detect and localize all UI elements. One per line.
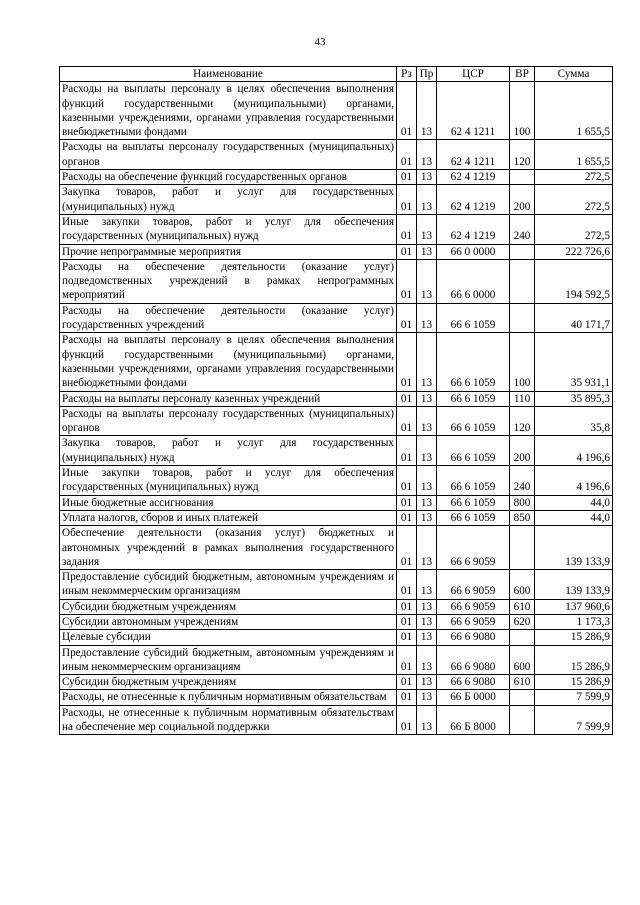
header-rz: Рз [397,67,417,82]
cell-rz: 01 [397,391,417,406]
cell-csr: 62 4 1219 [437,214,510,244]
table-row [60,406,613,436]
cell-sum: 35 895,3 [535,391,613,406]
cell-csr: 66 6 1059 [437,303,510,333]
table-row [60,690,613,705]
cell-csr: 62 4 1211 [437,140,510,170]
cell-name: Субсидии бюджетным учреждениям [60,599,397,614]
cell-name: Расходы на выплаты персоналу в целях обеспечения выполнения функций государственными (муниципальными) органами, казенными учреждениями, органами управления государственными внебюджетными фондами [60,333,397,391]
cell-rz: 01 [397,495,417,510]
cell-vr: 200 [510,185,535,215]
cell-csr: 66 6 1059 [437,333,510,391]
cell-sum: 272,5 [535,214,613,244]
cell-vr: 120 [510,140,535,170]
cell-sum: 1 173,3 [535,614,613,629]
table-row [60,510,613,525]
table-row [60,495,613,510]
cell-csr: 66 6 1059 [437,510,510,525]
cell-vr [510,526,535,570]
cell-name: Расходы на обеспечение функций государственных органов [60,170,397,185]
page-number: 43 [314,36,326,48]
cell-vr: 200 [510,436,535,466]
cell-sum: 272,5 [535,170,613,185]
table-row [60,303,613,333]
cell-pr: 13 [417,599,437,614]
cell-pr: 13 [417,333,437,391]
cell-pr: 13 [417,466,437,496]
cell-name: Расходы на выплаты персоналу государственных (муниципальных) органов [60,406,397,436]
cell-rz: 01 [397,526,417,570]
cell-pr: 13 [417,436,437,466]
cell-pr: 13 [417,675,437,690]
cell-pr: 13 [417,259,437,303]
cell-sum: 35,8 [535,406,613,436]
table-row [60,82,613,140]
cell-rz: 01 [397,675,417,690]
cell-vr: 610 [510,675,535,690]
cell-rz: 01 [397,214,417,244]
cell-vr [510,690,535,705]
cell-pr: 13 [417,690,437,705]
cell-vr: 850 [510,510,535,525]
table-row [60,599,613,614]
cell-pr: 13 [417,170,437,185]
cell-csr: 66 6 0000 [437,259,510,303]
cell-name: Предоставление субсидий бюджетным, автономным учреждениям и иным некоммерческим организациям [60,645,397,675]
cell-csr: 66 6 9080 [437,675,510,690]
cell-name: Расходы, не отнесенные к публичным нормативным обязательствам на обеспечение мер социальной поддержки [60,705,397,735]
cell-name: Иные бюджетные ассигнования [60,495,397,510]
cell-rz: 01 [397,436,417,466]
table-row [60,244,613,259]
cell-rz: 01 [397,140,417,170]
header-sum: Сумма [535,67,613,82]
cell-name: Расходы на выплаты персоналу в целях обеспечения выполнения функций государственными (муниципальными) органами, казенными учреждениями, органами управления государственными внебюджетными фондами [60,82,397,140]
cell-pr: 13 [417,645,437,675]
header-vr: ВР [510,67,535,82]
table-row [60,140,613,170]
cell-vr [510,244,535,259]
cell-csr: 66 6 1059 [437,406,510,436]
cell-vr [510,259,535,303]
cell-sum: 4 196,6 [535,466,613,496]
cell-vr: 120 [510,406,535,436]
cell-sum: 7 599,9 [535,690,613,705]
cell-sum: 44,0 [535,510,613,525]
cell-rz: 01 [397,259,417,303]
cell-pr: 13 [417,185,437,215]
table-row [60,214,613,244]
cell-csr: 66 6 9059 [437,526,510,570]
cell-vr: 600 [510,645,535,675]
table-row [60,645,613,675]
cell-rz: 01 [397,614,417,629]
cell-pr: 13 [417,570,437,600]
cell-pr: 13 [417,526,437,570]
cell-rz: 01 [397,303,417,333]
table-row [60,466,613,496]
header-name: Наименование [60,67,397,82]
cell-sum: 272,5 [535,185,613,215]
cell-name: Расходы на выплаты персоналу государственных (муниципальных) органов [60,140,397,170]
cell-pr: 13 [417,495,437,510]
cell-rz: 01 [397,185,417,215]
cell-csr: 66 6 1059 [437,436,510,466]
cell-csr: 66 6 9080 [437,645,510,675]
cell-name: Прочие непрограммные мероприятия [60,244,397,259]
cell-sum: 137 960,6 [535,599,613,614]
cell-csr: 66 6 9059 [437,599,510,614]
cell-pr: 13 [417,391,437,406]
cell-rz: 01 [397,466,417,496]
cell-pr: 13 [417,214,437,244]
cell-sum: 1 655,5 [535,140,613,170]
cell-rz: 01 [397,570,417,600]
cell-vr: 620 [510,614,535,629]
cell-csr: 66 6 9059 [437,614,510,629]
cell-csr: 62 4 1219 [437,170,510,185]
cell-sum: 35 931,1 [535,333,613,391]
table-header-row [60,67,613,82]
cell-rz: 01 [397,82,417,140]
table-row [60,185,613,215]
cell-name: Уплата налогов, сборов и иных платежей [60,510,397,525]
cell-pr: 13 [417,406,437,436]
cell-name: Расходы, не отнесенные к публичным нормативным обязательствам [60,690,397,705]
cell-vr [510,630,535,645]
cell-name: Обеспечение деятельности (оказания услуг) бюджетных и автономных учреждений в рамках выполнения государственного задания [60,526,397,570]
cell-vr: 800 [510,495,535,510]
cell-name: Предоставление субсидий бюджетным, автономным учреждениям и иным некоммерческим организациям [60,570,397,600]
cell-csr: 66 0 0000 [437,244,510,259]
cell-vr [510,170,535,185]
table-row [60,675,613,690]
cell-csr: 66 6 9059 [437,570,510,600]
cell-rz: 01 [397,630,417,645]
cell-rz: 01 [397,333,417,391]
header-pr: Пр [417,67,437,82]
cell-sum: 7 599,9 [535,705,613,735]
cell-pr: 13 [417,244,437,259]
cell-rz: 01 [397,510,417,525]
cell-vr [510,705,535,735]
cell-rz: 01 [397,599,417,614]
cell-sum: 4 196,6 [535,436,613,466]
cell-pr: 13 [417,303,437,333]
cell-csr: 62 4 1219 [437,185,510,215]
cell-vr: 600 [510,570,535,600]
cell-vr: 110 [510,391,535,406]
cell-pr: 13 [417,140,437,170]
cell-name: Расходы на выплаты персоналу казенных учреждений [60,391,397,406]
cell-vr: 240 [510,466,535,496]
cell-name: Субсидии бюджетным учреждениям [60,675,397,690]
cell-sum: 139 133,9 [535,570,613,600]
cell-csr: 66 6 1059 [437,495,510,510]
cell-rz: 01 [397,705,417,735]
table-row [60,630,613,645]
cell-sum: 15 286,9 [535,630,613,645]
cell-name: Иные закупки товаров, работ и услуг для обеспечения государственных (муниципальных) нужд [60,214,397,244]
cell-pr: 13 [417,614,437,629]
cell-pr: 13 [417,705,437,735]
table-row [60,526,613,570]
budget-table [59,66,613,735]
table-row [60,170,613,185]
cell-rz: 01 [397,406,417,436]
cell-vr: 100 [510,82,535,140]
cell-name: Расходы на обеспечение деятельности (оказание услуг) подведомственных учреждений в рамках непрограммных мероприятий [60,259,397,303]
cell-name: Расходы на обеспечение деятельности (оказание услуг) государственных учреждений [60,303,397,333]
cell-csr: 66 6 1059 [437,466,510,496]
table-row [60,333,613,391]
cell-name: Целевые субсидии [60,630,397,645]
cell-vr: 240 [510,214,535,244]
cell-sum: 40 171,7 [535,303,613,333]
cell-csr: 66 6 9080 [437,630,510,645]
cell-rz: 01 [397,170,417,185]
cell-sum: 139 133,9 [535,526,613,570]
cell-sum: 15 286,9 [535,645,613,675]
cell-csr: 66 6 1059 [437,391,510,406]
table-row [60,259,613,303]
cell-sum: 222 726,6 [535,244,613,259]
cell-pr: 13 [417,630,437,645]
cell-csr: 62 4 1211 [437,82,510,140]
cell-pr: 13 [417,82,437,140]
cell-vr [510,303,535,333]
table-row [60,436,613,466]
cell-vr: 610 [510,599,535,614]
cell-vr: 100 [510,333,535,391]
cell-sum: 44,0 [535,495,613,510]
table-row [60,391,613,406]
cell-csr: 66 Б 8000 [437,705,510,735]
table-row [60,570,613,600]
table-row [60,614,613,629]
cell-sum: 1 655,5 [535,82,613,140]
cell-rz: 01 [397,690,417,705]
cell-rz: 01 [397,244,417,259]
cell-name: Иные закупки товаров, работ и услуг для обеспечения государственных (муниципальных) нужд [60,466,397,496]
cell-name: Закупка товаров, работ и услуг для государственных (муниципальных) нужд [60,185,397,215]
header-csr: ЦСР [437,67,510,82]
cell-rz: 01 [397,645,417,675]
cell-name: Субсидии автономным учреждениям [60,614,397,629]
cell-sum: 194 592,5 [535,259,613,303]
table-row [60,705,613,735]
cell-csr: 66 Б 0000 [437,690,510,705]
cell-name: Закупка товаров, работ и услуг для государственных (муниципальных) нужд [60,436,397,466]
cell-pr: 13 [417,510,437,525]
cell-sum: 15 286,9 [535,675,613,690]
